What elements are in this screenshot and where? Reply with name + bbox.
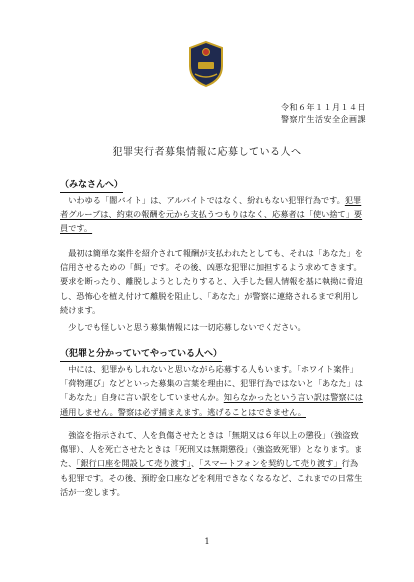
paragraph-text: 、 bbox=[191, 458, 200, 469]
section-heading-knowing-offenders: （犯罪と分かっていてやっている人へ） bbox=[60, 349, 222, 362]
section-heading-everyone: （みなさんへ） bbox=[60, 180, 123, 193]
paragraph-text: いわゆる「闇バイト」は、アルバイトではなく、紛れもない犯罪行為です。 bbox=[68, 195, 345, 205]
paragraph: 少しでも怪しいと思う募集情報には一切応募しないでください。 bbox=[68, 322, 306, 332]
paragraph bbox=[60, 193, 366, 236]
paragraph-text: 強盗を指示されて、人を負傷させたときは「無期又は６年以上の懲役」（強盗致傷罪）、人を死亡させたときは「死刑又は無期懲役」（強盗致死罪）となります。また、 bbox=[60, 430, 363, 469]
underlined-text: 犯罪者グループは、約束の報酬を元から支払うつもりはなく、応募者は「使い捨て」要員です。 bbox=[60, 195, 363, 234]
paragraph bbox=[60, 428, 366, 499]
document-title: 犯罪実行者募集情報に応募している人へ bbox=[112, 147, 302, 158]
paragraph: 最初は簡単な案件を紹介されて報酬が支払われたとしても、それは「あなた」を信用させるための「餌」です。その後、凶悪な犯罪に加担するよう求めてきます。要求を断ったり、離脱しようとしたりすると、入手した個人情報を基に執拗に脅迫し、恐怖心を植え付けて離脱を阻止し、「あなた」が警察に連絡されるまで利用し続けます。 bbox=[60, 248, 363, 315]
underlined-text: 「スマートフォンを契約して売り渡す」 bbox=[199, 458, 342, 469]
police-emblem-icon bbox=[186, 40, 226, 88]
document-date: 令和６年１１月１４日 bbox=[281, 103, 366, 112]
issuing-department: 警察庁生活安全企画課 bbox=[281, 115, 366, 124]
paragraph bbox=[60, 362, 366, 419]
paragraph-text: 行為も犯罪です。その後、預貯金口座などを利用できなくなるなど、これまでの日常生活が一変します。 bbox=[60, 458, 363, 497]
underlined-text: 知らなかったという言い訳は警察には通用しません。警察は必ず捕まえます。逃げることはできません。 bbox=[60, 392, 363, 417]
page-number: 1 bbox=[204, 537, 210, 546]
underlined-text: 「銀行口座を開設して売り渡す」 bbox=[76, 458, 192, 469]
paragraph-text: 中には、犯罪かもしれないと思いながら応募する人もいます。「ホワイト案件」「荷物運び」などといった募集の言葉を理由に、犯罪行為ではないと「あなた」は「あなた」自身に言い訳をしていませんか。 bbox=[60, 364, 363, 403]
